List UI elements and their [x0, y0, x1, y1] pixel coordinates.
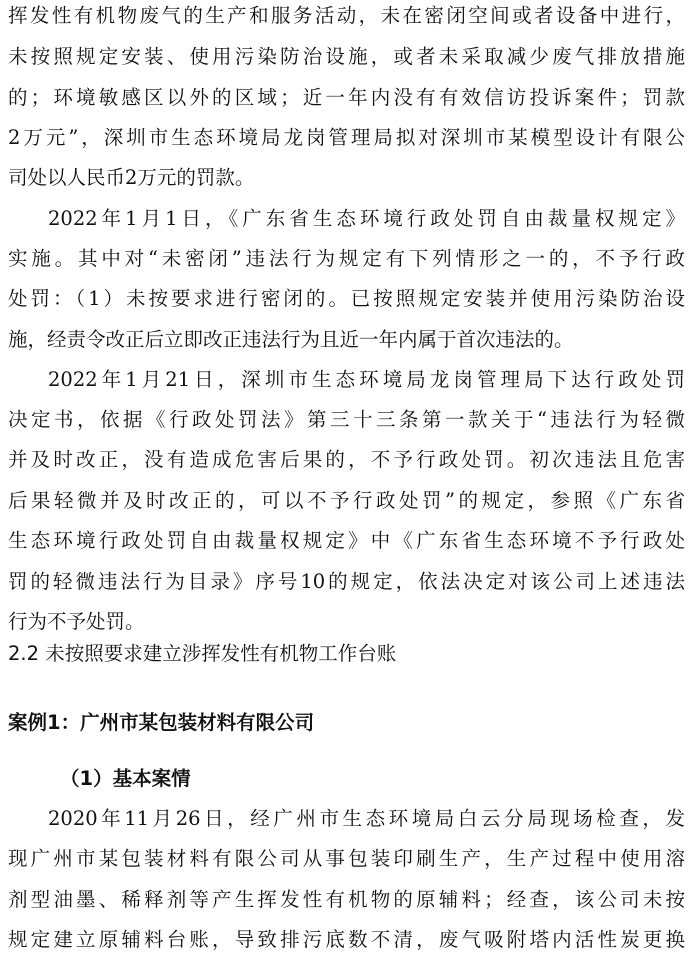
body-line: 规定建立原辅料台账，导致排污底数不清，废气吸附塔内活性炭更换 [8, 928, 685, 951]
paragraph-first-line: 2022年1月1日，《广东省生态环境行政处罚自由裁量权规定》 [48, 207, 685, 230]
sub-heading: （1）基本案情 [60, 767, 191, 790]
body-line: 司处以人民币2万元的罚款。 [8, 166, 255, 189]
body-line: 2万元”，深圳市生态环境局龙岗管理局拟对深圳市某模型设计有限公 [8, 126, 685, 149]
body-line: 未按照规定安装、使用污染防治设施，或者未采取减少废气排放措施 [8, 45, 685, 68]
body-line: 的；环境敏感区以外的区域；近一年内没有有效信访投诉案件；罚款 [8, 86, 685, 109]
body-line: 决定书，依据《行政处罚法》第三十三条第一款关于“违法行为轻微 [8, 408, 685, 431]
body-line: 并及时改正，没有造成危害后果的，不予行政处罚。初次违法且危害 [8, 448, 685, 471]
body-line: 行为不予处罚。 [8, 610, 145, 633]
body-line: 挥发性有机物废气的生产和服务活动，未在密闭空间或者设备中进行， [8, 4, 685, 27]
body-line: 后果轻微并及时改正的，可以不予行政处罚”的规定，参照《广东省 [8, 489, 685, 512]
paragraph-first-line: 2020年11月26日，经广州市生态环境局白云分局现场检查，发 [48, 807, 685, 830]
body-line: 现广州市某包装材料有限公司从事包装印刷生产，生产过程中使用溶 [8, 847, 685, 870]
case-heading: 案例1：广州市某包装材料有限公司 [8, 711, 315, 734]
body-line: 实施。其中对“未密闭”违法行为规定有下列情形之一的，不予行政 [8, 247, 685, 270]
body-line: 处罚：（1）未按要求进行密闭的。已按照规定安装并使用污染防治设 [8, 287, 685, 310]
section-heading: 2.2 未按照要求建立涉挥发性有机物工作台账 [8, 642, 397, 665]
body-line: 剂型油墨、稀释剂等产生挥发性有机物的原辅料；经查，该公司未按 [8, 888, 685, 911]
body-line: 罚的轻微违法行为目录》序号10的规定，依法决定对该公司上述违法 [8, 570, 685, 593]
body-line: 施，经责令改正后立即改正违法行为且近一年内属于首次违法的。 [8, 328, 574, 351]
body-line: 生态环境行政处罚自由裁量权规定》中《广东省生态环境不予行政处 [8, 529, 685, 552]
paragraph-first-line: 2022年1月21日，深圳市生态环境局龙岗管理局下达行政处罚 [48, 368, 685, 391]
